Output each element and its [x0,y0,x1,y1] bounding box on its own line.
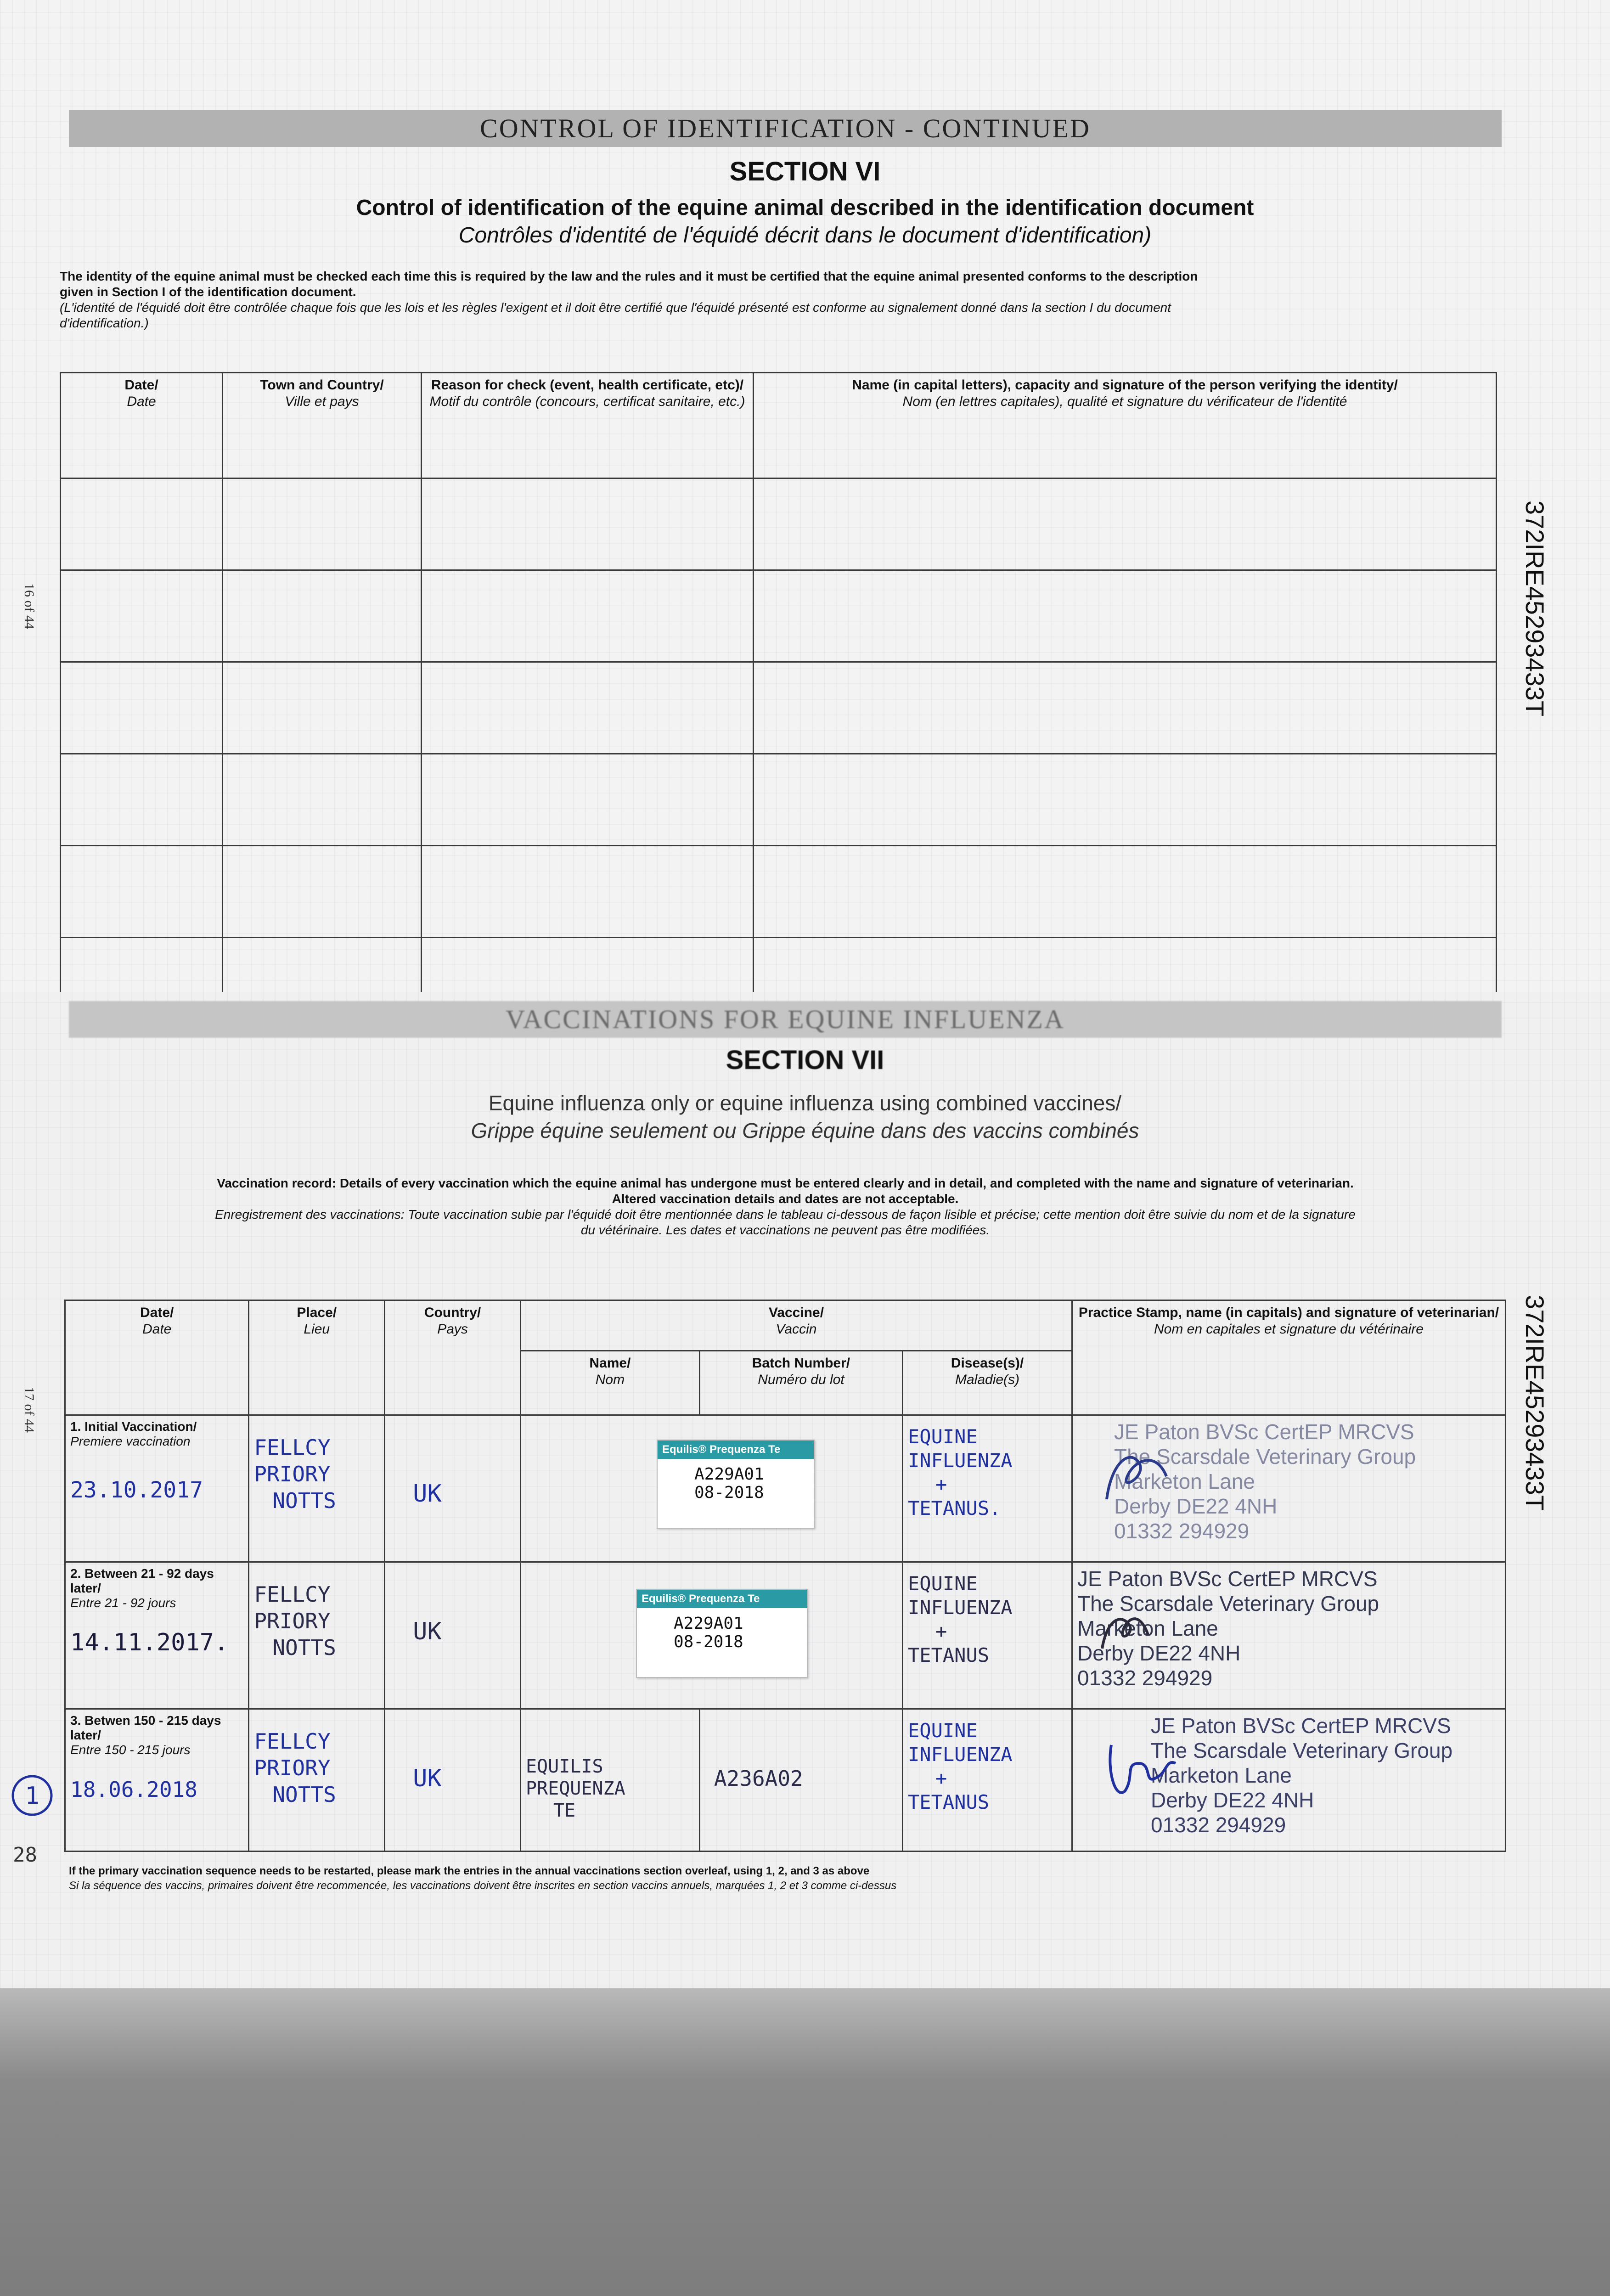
place-cell[interactable]: FELLCY PRIORY NOTTS [249,1415,385,1562]
column-batch-number: Batch Number/ Numéro du lot [699,1351,902,1415]
disease-cell[interactable]: EQUINE INFLUENZA + TETANUS [903,1562,1072,1709]
vaccination-date: 23.10.2017 [70,1477,203,1503]
column-town-country: Town and Country/ Ville et pays [223,373,422,478]
table-cell[interactable] [223,570,422,662]
intro-fr-line-2: d'identification.) [60,316,149,330]
intro-fr-line-1: (L'identité de l'équidé doit être contrôlée chaque fois que les lois et les règles l'exigent et il doit être certifié que l'équidé présenté est conforme au signalement donné dans la section I du document [60,300,1171,315]
column-vaccine: Vaccine/ Vaccin [520,1300,1072,1351]
footnote-fr: Si la séquence des vaccins, primaires doivent être recommencée, les vaccinations doivent être inscrites en section vaccins annuels, marquées 1, 2 et 3 comme ci-dessus [69,1880,897,1892]
row-label: 2. Between 21 - 92 days later/ Entre 21 - 92 jours [70,1566,214,1610]
sticker-brand: Equilis® Prequenza Te [658,1441,814,1459]
practice-stamp: JE Paton BVSc CertEP MRCVS The Scarsdale Veterinary Group Marketon Lane Derby DE22 4NH 01332 294929 [1072,1415,1506,1562]
column-diseases: Disease(s)/ Maladie(s) [903,1351,1072,1415]
column-reason: Reason for check (event, health certificate, etc)/ Motif du contrôle (concours, certificat sanitaire, etc.) [422,373,754,478]
batch-number-cell[interactable]: A236A02 [699,1709,902,1851]
record-fr-2: du vétérinaire. Les dates et vaccinations ne peuvent pas être modifiées. [580,1223,990,1237]
sticker-batch: A229A01 [694,1465,764,1484]
row-label: 1. Initial Vaccination/ Premiere vaccination [70,1419,197,1448]
margin-circle-mark [9,1773,55,1818]
table-cell[interactable] [61,478,223,570]
margin-note: 28 [13,1843,37,1867]
passport-id-bottom: 372IRE45293433T [1520,1295,1549,1511]
vaccine-name-cell[interactable]: EQUILIS PREQUENZA TE [520,1709,699,1851]
vaccine-sticker [636,1589,808,1678]
scanner-background [0,1988,1610,2296]
passport-id-top: 372IRE45293433T [1520,501,1549,717]
table-cell[interactable] [61,938,223,997]
row-label: 3. Betwen 150 - 215 days later/ Entre 150 - 215 jours [70,1713,221,1757]
country-cell[interactable]: UK [385,1562,521,1709]
intro-text [60,269,1506,331]
table-cell[interactable] [422,570,754,662]
table-cell[interactable] [754,478,1497,570]
page-number-bottom: 17 of 44 [22,1387,37,1433]
record-en-2: Altered vaccination details and dates are not acceptable. [612,1192,959,1206]
section-title-fr: Contrôles d'identité de l'équidé décrit dans le document d'identification) [458,223,1152,248]
table-cell[interactable] [61,754,223,846]
table-cell[interactable] [422,478,754,570]
table-cell[interactable] [422,754,754,846]
section-title-en: Equine influenza only or equine influenza using combined vaccines/ [488,1091,1122,1115]
record-en-label: Vaccination record: [217,1176,337,1190]
section-title-fr: Grippe équine seulement ou Grippe équine dans des vaccins combinés [471,1119,1139,1142]
vaccination-date: 14.11.2017. [70,1629,229,1656]
record-fr-label: Enregistrement des vaccinations: [215,1207,405,1221]
veterinarian-signature [1098,1736,1180,1809]
column-practice-stamp: Practice Stamp, name (in capitals) and signature of veterinarian/ Nom en capitales et signature du vétérinaire [1072,1300,1506,1415]
table-row [65,1709,1506,1851]
record-instructions [69,1176,1502,1238]
date-cell[interactable] [65,1415,249,1562]
table-cell[interactable] [422,846,754,938]
identity-check-table [60,372,1497,996]
veterinarian-signature [1098,1603,1153,1658]
practice-stamp: JE Paton BVSc CertEP MRCVS The Scarsdale Veterinary Group Marketon Lane Derby DE22 4NH 01332 294929 [1072,1562,1506,1709]
disease-cell[interactable]: EQUINE INFLUENZA + TETANUS. [903,1415,1072,1562]
table-cell[interactable] [754,570,1497,662]
sticker-batch: A229A01 [674,1614,743,1633]
table-cell[interactable] [223,938,422,997]
table-cell[interactable] [754,846,1497,938]
vaccination-table [64,1300,1506,1852]
margin-circle-number: 1 [25,1782,39,1810]
column-verifier: Name (in capital letters), capacity and signature of the person verifying the identity/ Nom (en lettres capitales), qualité et signature du vérificateur de l'identité [754,373,1497,478]
place-cell[interactable]: FELLCY PRIORY NOTTS [249,1562,385,1709]
practice-stamp: JE Paton BVSc CertEP MRCVS The Scarsdale Veterinary Group Marketon Lane Derby DE22 4NH 01332 294929 [1072,1709,1506,1851]
sticker-expiry: 08-2018 [674,1632,743,1651]
table-cell[interactable] [61,570,223,662]
table-cell[interactable] [223,662,422,754]
intro-en-line-1: The identity of the equine animal must be checked each time this is required by the law and the rules and it must be certified that the equine animal presented conforms to the description [60,269,1198,283]
record-en: Details of every vaccination which the equine animal has undergone must be entered clearly and in detail, and completed with the name and signature of veterinarian. [339,1176,1354,1190]
table-cell[interactable] [422,938,754,997]
record-fr: Toute vaccination subie par l'équidé doit être mentionnée dans le tableau ci-dessous de façon lisible et précise; cette mention doit être suivie du nom et de la signature [408,1207,1356,1221]
column-vaccine-name: Name/ Nom [520,1351,699,1415]
table-cell[interactable] [61,662,223,754]
disease-cell[interactable]: EQUINE INFLUENZA + TETANUS [903,1709,1072,1851]
table-cell[interactable] [223,478,422,570]
country-cell[interactable]: UK [385,1709,521,1851]
page-number-top: 16 of 44 [22,583,37,629]
date-cell[interactable] [65,1709,249,1851]
sticker-brand: Equilis® Prequenza Te [637,1590,807,1608]
table-cell[interactable] [754,754,1497,846]
section-heading: SECTION VI [729,157,881,186]
section-banner: VACCINATIONS FOR EQUINE INFLUENZA [69,1001,1502,1038]
date-cell[interactable] [65,1562,249,1709]
column-date: Date/ Date [61,373,223,478]
table-cell[interactable] [223,846,422,938]
table-cell[interactable] [422,662,754,754]
table-cell[interactable] [61,846,223,938]
section-title-en: Control of identification of the equine animal described in the identification document [356,196,1254,220]
footnote-en: If the primary vaccination sequence needs to be restarted, please mark the entries in the annual vaccinations section overleaf, using 1, 2, and 3 as above [69,1865,870,1877]
vaccine-sticker [657,1440,815,1529]
table-cell[interactable] [223,754,422,846]
column-country: Country/ Pays [385,1300,521,1415]
identification-control-page [0,0,1610,996]
sticker-expiry: 08-2018 [694,1483,764,1502]
section-heading: SECTION VII [726,1045,884,1075]
vaccination-date: 18.06.2018 [70,1777,197,1802]
column-place: Place/ Lieu [249,1300,385,1415]
vaccination-page [0,992,1610,2002]
intro-en-line-2: given in Section I of the identification document. [60,285,356,299]
table-cell[interactable] [754,662,1497,754]
veterinarian-signature [1098,1444,1176,1513]
column-date: Date/ Date [65,1300,249,1415]
section-banner: CONTROL OF IDENTIFICATION - CONTINUED [69,110,1502,147]
country-cell[interactable]: UK [385,1415,521,1562]
table-cell[interactable] [754,938,1497,997]
place-cell[interactable]: FELLCY PRIORY NOTTS [249,1709,385,1851]
